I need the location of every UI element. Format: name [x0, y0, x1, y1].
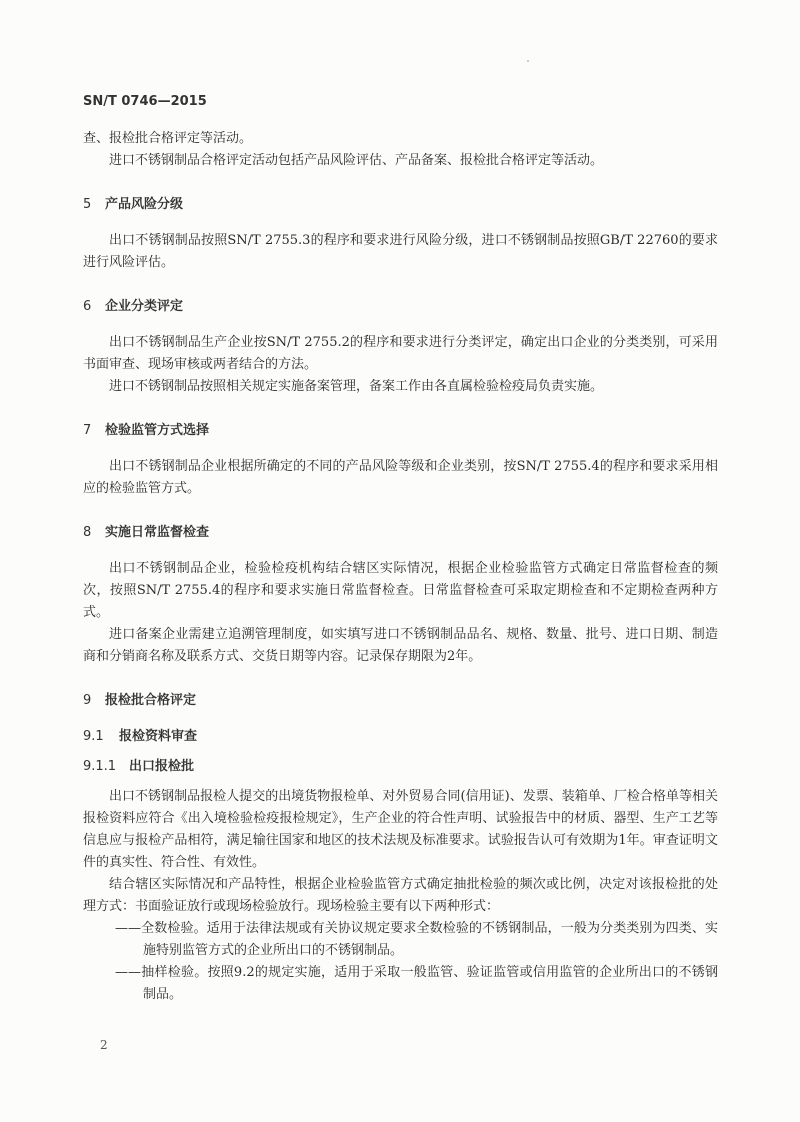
intro-paragraph: 进口不锈钢制品合格评定活动包括产品风险评估、产品备案、报检批合格评定等活动。 [109, 153, 604, 168]
section-number: 9.1.1 [83, 759, 117, 774]
section-number: 6 [83, 299, 92, 314]
section-5-heading [83, 194, 718, 216]
section-6-heading [83, 296, 718, 318]
section-number: 9 [83, 693, 92, 708]
intro-continuation: 查、报检批合格评定等活动。 [83, 131, 253, 146]
list-item: ——抽样检验。按照9.2的规定实施，适用于采取一般监管、验证监管或信用监管的企业所出口的不锈钢制品。 [115, 965, 718, 1002]
section-title: 出口报检批 [129, 759, 195, 774]
section-8-paragraph: 进口备案企业需建立追溯管理制度，如实填写进口不锈钢制品品名、规格、数量、批号、进口日期、制造商和分销商名称及联系方式、交货日期等内容。记录保存期限为2年。 [83, 627, 718, 664]
section-8-heading [83, 522, 718, 544]
section-number: 9.1 [83, 729, 104, 744]
section-5-paragraph: 出口不锈钢制品按照SN/T 2755.3的程序和要求进行风险分级，进口不锈钢制品按照GB/T 22760的要求进行风险评估。 [83, 233, 718, 270]
section-number: 5 [83, 197, 92, 212]
page-content [83, 128, 718, 1006]
section-number: 8 [83, 525, 92, 540]
section-9-1-1-paragraph: 出口不锈钢制品报检人提交的出境货物报检单、对外贸易合同(信用证)、发票、装箱单、厂检合格单等相关报检资料应符合《出入境检验检疫报检规定》，生产企业的符合性声明、试验报告中的材质、器型、生产工艺等信息应与报检产品相符，满足输往国家和地区的技术法规及标准要求。试验报告认可有效期为1年。审查证明文件的真实性、符合性、有效性。 [83, 789, 718, 870]
section-number: 7 [83, 423, 92, 438]
scan-speck [527, 60, 529, 62]
section-8-paragraph: 出口不锈钢制品企业，检验检疫机构结合辖区实际情况，根据企业检验监管方式确定日常监督检查的频次，按照SN/T 2755.4的程序和要求实施日常监督检查。日常监督检查可采取定期检查和不定期检查两种方式。 [83, 561, 718, 620]
section-9-1-1-heading [83, 756, 718, 778]
section-title: 实施日常监督检查 [105, 525, 210, 540]
section-7-heading [83, 420, 718, 442]
section-9-heading [83, 690, 718, 712]
section-6-paragraph: 进口不锈钢制品按照相关规定实施备案管理，备案工作由各直属检验检疫局负责实施。 [109, 379, 604, 394]
list-item: ——全数检验。适用于法律法规或有关协议规定要求全数检验的不锈钢制品，一般为分类类别为四类、实施特别监管方式的企业所出口的不锈钢制品。 [115, 921, 718, 958]
section-9-1-heading [83, 726, 718, 748]
standard-code: SN/T 0746—2015 [83, 94, 207, 109]
section-title: 产品风险分级 [105, 197, 184, 212]
section-6-paragraph: 出口不锈钢制品生产企业按SN/T 2755.2的程序和要求进行分类评定，确定出口企业的分类类别，可采用书面审查、现场审核或两者结合的方法。 [83, 335, 718, 372]
page-number: 2 [100, 1038, 108, 1052]
section-title: 报检资料审查 [119, 729, 198, 744]
section-title: 检验监管方式选择 [105, 423, 210, 438]
section-title: 报检批合格评定 [105, 693, 197, 708]
section-9-1-1-paragraph: 结合辖区实际情况和产品特性，根据企业检验监管方式确定抽批检验的频次或比例，决定对该报检批的处理方式：书面验证放行或现场检验放行。现场检验主要有以下两种形式： [83, 877, 718, 914]
section-title: 企业分类评定 [105, 299, 184, 314]
section-7-paragraph: 出口不锈钢制品企业根据所确定的不同的产品风险等级和企业类别，按SN/T 2755.4的程序和要求采用相应的检验监管方式。 [83, 459, 718, 496]
